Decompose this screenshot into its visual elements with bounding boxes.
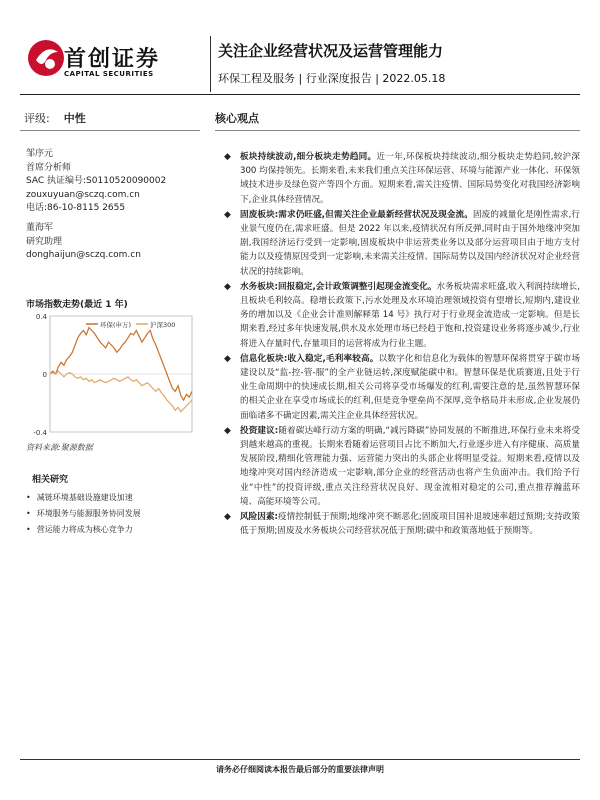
para-lead: 投资建议: (240, 425, 279, 436)
analyst-email[interactable]: zouxuyuan@sczq.com.cn (26, 189, 140, 200)
analyst-role: 研究助理 (26, 236, 63, 247)
bullet-icon: ◆ (224, 425, 231, 436)
paragraph (218, 280, 580, 351)
paragraph (218, 424, 580, 509)
para-text: 疫情控制低于预期;地缘冲突不断恶化;固废项目国补退坡速率超过预期;支持政策低于预期;固废及水务板块公司经营状况低于预期;碳中和政策落地低于预期等。 (240, 512, 580, 537)
logo-english-name: CAPITAL SECURITIES (64, 70, 154, 78)
paragraph (218, 352, 580, 423)
chart-source: 资料来源:聚源数据 (26, 443, 93, 452)
analyst-sac: SAC 执证编号:S0110520090002 (26, 176, 167, 186)
logo-chinese-name: 首创证券 (64, 47, 161, 72)
related-title: 相关研究 (32, 475, 69, 485)
rating (24, 110, 86, 126)
para-lead: 风险因素: (240, 512, 278, 523)
analyst-email[interactable]: donghaijun@sczq.com.cn (26, 250, 141, 260)
para-lead: 水务板块:回报稳定,会计政策调整引起现金流变化。 (240, 281, 437, 292)
company-logo-mark (26, 38, 66, 78)
core-views-title: 核心观点 (215, 112, 259, 125)
chart-title: 市场指数走势(最近 1 年) (26, 300, 128, 310)
analyst-1 (26, 148, 166, 216)
related-list (26, 490, 141, 538)
core-rule (215, 130, 580, 131)
para-text: 以数字化和信息化为载体的智慧环保将贯穿于碳市场建设以及“监-控-管-服”的全产业链运转,深度赋能碳中和。智慧环保是优质赛道,且处于行业生命周期中的快速成长期,相关公司将享受市场爆发的红利,需要注意的是,虽然智慧环保的相关企业在享受市场成长的红利,但是竞争壁垒尚不深厚,竞争格局并未形成,企业发展仍面临诸多不确定因素,需关注企业具体经营状况。 (240, 353, 580, 421)
para-lead: 固废板块:需求仍旺盛,但需关注企业最新经营状况及现金流。 (240, 209, 473, 220)
bullet-icon: ◆ (224, 512, 231, 523)
paragraph (218, 150, 580, 207)
legal-disclaimer: 请务必仔细阅读本报告最后部分的重要法律声明 (216, 765, 384, 774)
para-text: 水务板块需求旺盛,收入利润持续增长,且板块毛利较高。稳增长政策下,污水处理及水环境治理领域投资有望增长,短期内,建设业务的增加以及《企业会计准则解释第 14 号》执行对于行业现金流造成一定影响。但是长期来看,经过多年快速发展,供水及水处理市场已经趋于饱和,投资建设业务将逐步减少,行业将进入存量时代,存量项目的运营将成为行业主题。 (240, 281, 581, 349)
series-line-env (50, 328, 192, 401)
paragraph (218, 510, 580, 538)
market-index-chart (26, 310, 196, 438)
para-text: 随着碳达峰行动方案的明确,“减污降碳”协同发展的不断推进,环保行业未来将受到越来越高的重视。长期来看随着运营项目占比不断加大,行业逐步进入有序健康、高质量发展阶段,精细化管理能力强、运营能力突出的头部企业将明显受益。短期来看,疫情以及地缘冲突对国内经济造成一定影响,部分企业的经营活动也将产生负面冲击。我们给予行业“中性”的投资评级,重点关注经营状况良好、现金流相对稳定的公司,重点推荐瀚蓝环境、高能环境等公司。 (240, 425, 580, 507)
y-tick-label: 0 (42, 371, 47, 379)
report-subtitle: 环保工程及服务 | 行业深度报告 | 2022.05.18 (218, 72, 446, 85)
header-rule (20, 94, 580, 95)
bullet-icon: ◆ (224, 152, 231, 162)
related-item[interactable]: • 减链环境基础设施建设加速 (26, 490, 141, 506)
analyst-phone: 电话:86-10-8115 2655 (26, 203, 126, 213)
core-views-body (218, 150, 580, 539)
analyst-role: 首席分析师 (26, 162, 72, 173)
para-text: 固废的减量化是刚性需求,行业景气度仍在,需求旺盛。但是 2022 年以来,疫情状况有所反弹,同时由于国外地缘冲突加剧,我国经济运行受到一定影响,固废板块中非运营类业务以及部分运营项目由于地方支付能力以及疫情原因受到一定影响,未来需关注疫情、国际局势以及国内经济状况对企业经营状况的持续影响。 (240, 209, 581, 277)
y-tick-label: 0.4 (35, 313, 47, 321)
series-line-csi300 (50, 371, 192, 412)
bullet-icon: ◆ (224, 281, 231, 292)
legend-label: 环保(申万) (100, 321, 132, 329)
rating-label: 评级: (24, 112, 50, 125)
bullet-icon: ◆ (224, 209, 231, 220)
paragraph (218, 208, 580, 279)
footer-rule (20, 759, 580, 760)
para-lead: 信息化板块:收入稳定,毛利率较高。 (240, 353, 379, 364)
y-tick-label: -0.4 (33, 429, 47, 437)
report-title: 关注企业经营状况及运营管理能力 (218, 42, 444, 60)
bullet-icon: ◆ (224, 353, 231, 364)
para-lead: 板块持续波动,细分板块走势趋同。 (240, 152, 377, 162)
analyst-name: 邹序元 (26, 149, 54, 159)
related-item[interactable]: • 环境服务与能源服务协同发展 (26, 506, 141, 522)
legend-label: 沪深300 (150, 321, 176, 329)
analyst-2 (26, 222, 141, 263)
related-item[interactable]: • 营运能力将成为核心竞争力 (26, 522, 141, 538)
para-text: 近一年,环保板块持续波动,细分板块走势趋同,较沪深 300 均保持领先。长期来看,未来我们重点关注环保运营、环境与能源产业一体化、环保领域技术进步及绿色资产等四个方面。短期来看,需关注疫情、国际局势变化对我国经济影响下,企业具体经营情况。 (240, 152, 581, 205)
header-divider (210, 36, 211, 92)
rating-value: 中性 (63, 112, 86, 125)
analyst-name: 董海军 (26, 223, 54, 233)
left-rule (20, 130, 200, 131)
